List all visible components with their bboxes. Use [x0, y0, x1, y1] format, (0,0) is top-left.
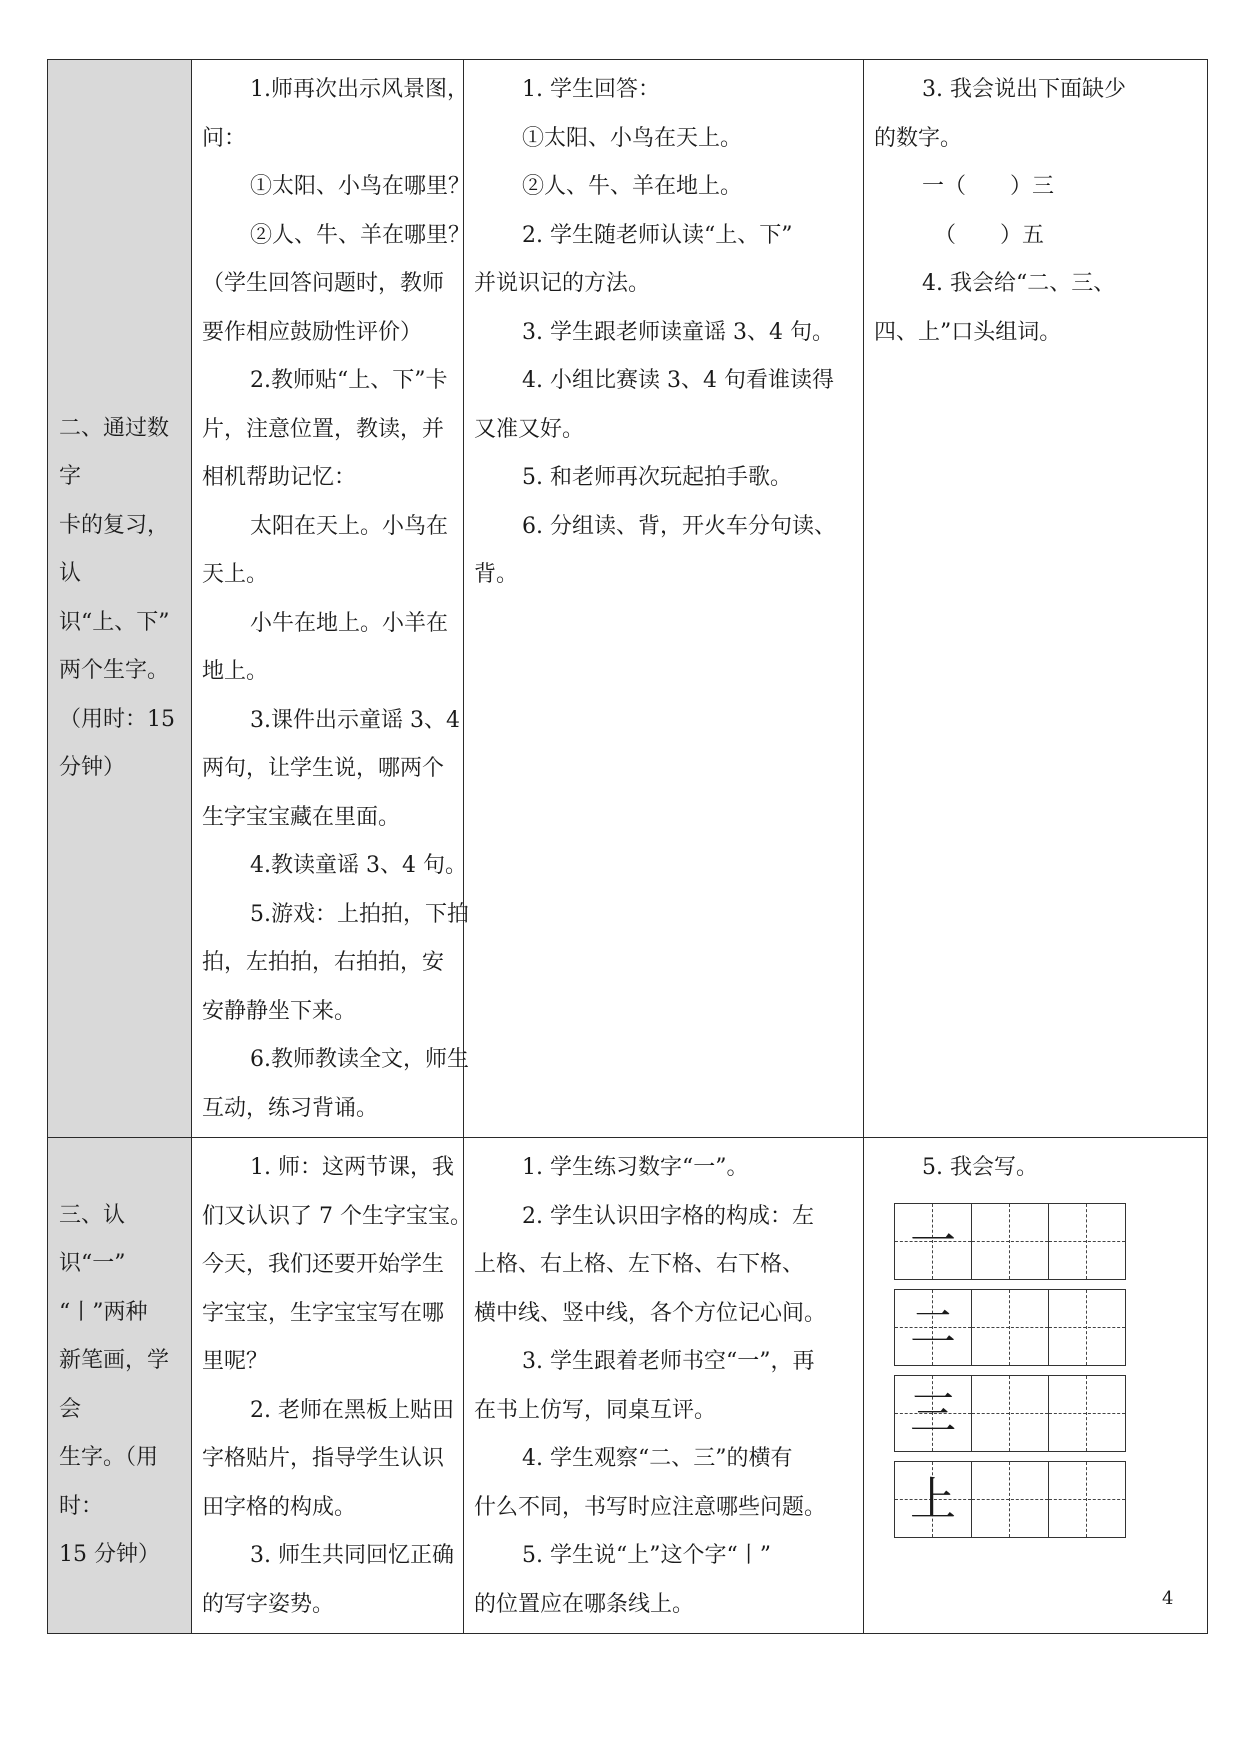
- stage-text-line: 三、认识“一”: [59, 1202, 126, 1276]
- student-step-line: 在书上仿写，同桌互评。: [474, 1397, 717, 1423]
- vertical-center-line: [1009, 1290, 1010, 1365]
- tianzige-cell-blank[interactable]: [1048, 1203, 1126, 1280]
- vertical-center-line: [1009, 1376, 1010, 1451]
- stage-text-line: 两个生字。: [59, 658, 170, 683]
- practice-cell: [864, 1138, 1208, 1634]
- stage-label: [48, 1192, 191, 1580]
- practice-title: 5. 我会写。: [922, 1155, 1038, 1180]
- practice-line: 的数字。: [874, 125, 963, 151]
- teacher-step-line: 拍，左拍拍，右拍拍，安: [202, 950, 445, 975]
- teacher-step-line: ②人、牛、羊在哪里？: [250, 222, 471, 248]
- teacher-step-line: 天上。: [202, 562, 269, 587]
- practice-line: 一（ ）三: [922, 174, 1055, 199]
- tianzige-row: [894, 1461, 1128, 1538]
- teacher-step-line: （学生回答问题时，教师: [202, 271, 445, 296]
- tianzige-cell-blank[interactable]: [1048, 1461, 1126, 1538]
- teacher-step-line: 安静静坐下来。: [202, 998, 357, 1024]
- stage-text-line: “丨”两种: [59, 1299, 148, 1325]
- sample-character: 上: [910, 1471, 956, 1526]
- stage-cell: [48, 60, 192, 1138]
- teacher-step-line: 4.教读童谣 3、4 句。: [250, 853, 467, 878]
- student-step-line: 背。: [474, 562, 519, 587]
- vertical-center-line: [1009, 1204, 1010, 1279]
- practice-line: 四、上”口头组词。: [874, 319, 1062, 345]
- teacher-step-line: 要作相应鼓励性评价）: [202, 319, 423, 345]
- horizontal-center-line: [972, 1327, 1048, 1328]
- student-step-line: ②人、牛、羊在地上。: [522, 174, 743, 199]
- horizontal-center-line: [972, 1413, 1048, 1414]
- teacher-step-line: 1. 师：这两节课，我: [250, 1155, 454, 1180]
- sample-character: 三: [910, 1385, 956, 1440]
- stage-cell: [48, 1138, 192, 1634]
- horizontal-center-line: [972, 1241, 1048, 1242]
- teacher-step-line: 片，注意位置，教读，并: [202, 416, 445, 442]
- tianzige-cell-sample: [894, 1375, 972, 1452]
- tianzige-row: [894, 1289, 1128, 1366]
- teacher-step-line: 2.教师贴“上、下”卡: [250, 368, 448, 393]
- student-step-line: 4. 小组比赛读 3、4 句看谁读得: [522, 368, 834, 393]
- sample-character: 一: [910, 1213, 956, 1268]
- teacher-step-line: ①太阳、小鸟在哪里？: [250, 174, 471, 199]
- sample-character: 二: [910, 1299, 956, 1354]
- vertical-center-line: [1086, 1290, 1087, 1365]
- teacher-step-line: 生字宝宝藏在里面。: [202, 804, 401, 830]
- stage-text-line: 识“上、下”: [59, 609, 170, 635]
- teacher-step-line: 字格贴片，指导学生认识: [202, 1446, 445, 1471]
- student-step-line: 什么不同，书写时应注意哪些问题。: [474, 1494, 827, 1520]
- practice-line: 4. 我会给“二、三、: [922, 271, 1116, 296]
- student-step-line: 并说识记的方法。: [474, 271, 651, 296]
- student-step-line: 5. 学生说“上”这个字“丨”: [522, 1543, 771, 1568]
- student-step-line: 2. 学生随老师认读“上、下”: [522, 222, 793, 248]
- teacher-step-line: 问：: [202, 125, 247, 151]
- teacher-step-line: 们又认识了 7 个生字宝宝。: [202, 1203, 472, 1229]
- teacher-step-line: 的写字姿势。: [202, 1591, 335, 1617]
- horizontal-center-line: [1049, 1241, 1125, 1242]
- stage-text-line: 生字。（用时：: [59, 1445, 159, 1519]
- tianzige-cell-blank[interactable]: [1048, 1375, 1126, 1452]
- teacher-step-line: 太阳在天上。小鸟在: [250, 513, 449, 539]
- stage-text-line: 二、通过数字: [59, 415, 170, 489]
- student-step-line: 1. 学生回答：: [522, 77, 660, 102]
- page-number: 4: [1162, 1588, 1174, 1609]
- teacher-activity-cell: [192, 1138, 472, 1634]
- table-row: [48, 60, 1208, 1138]
- stage-text-line: 卡的复习，认: [59, 512, 170, 586]
- teacher-step-line: 2. 老师在黑板上贴田: [250, 1397, 454, 1423]
- student-step-line: 2. 学生认识田字格的构成：左: [522, 1203, 814, 1229]
- teacher-step-line: 两句，让学生说，哪两个: [202, 756, 445, 781]
- horizontal-center-line: [1049, 1499, 1125, 1500]
- practice-cell: [864, 60, 1208, 1138]
- teacher-step-line: 田字格的构成。: [202, 1494, 357, 1520]
- vertical-center-line: [1086, 1462, 1087, 1537]
- tianzige-cell-blank[interactable]: [971, 1289, 1049, 1366]
- teacher-step-line: 字宝宝，生字宝宝写在哪: [202, 1300, 445, 1326]
- tianzige-cell-blank[interactable]: [1048, 1289, 1126, 1366]
- teacher-activity-cell: [192, 60, 471, 1138]
- teacher-step-line: 互动，练习背诵。: [202, 1095, 379, 1121]
- student-step-line: 3. 学生跟着老师书空“一”，再: [522, 1349, 815, 1374]
- student-step-line: 上格、右上格、左下格、右下格、: [474, 1252, 805, 1277]
- teacher-step-line: 相机帮助记忆：: [202, 465, 357, 490]
- teacher-step-line: 地上。: [202, 659, 269, 684]
- teacher-step-line: 5.游戏：上拍拍，下拍: [250, 901, 469, 927]
- stage-text-line: 新笔画，学会: [59, 1348, 170, 1422]
- tianzige-cell-blank[interactable]: [971, 1203, 1049, 1280]
- vertical-center-line: [1009, 1462, 1010, 1537]
- practice-line: （ ）五: [934, 222, 1045, 248]
- teacher-step-line: 里呢？: [202, 1349, 269, 1374]
- student-activity-cell: [464, 1138, 864, 1634]
- tianzige-cell-sample: [894, 1203, 972, 1280]
- teacher-step-line: 小牛在地上。小羊在: [250, 610, 449, 636]
- stage-text-line: （用时：15: [59, 706, 175, 732]
- stage-label: [48, 405, 191, 793]
- tianzige-cell-blank[interactable]: [971, 1461, 1049, 1538]
- student-step-line: 1. 学生练习数字“一”。: [522, 1155, 749, 1180]
- tianzige-row: [894, 1203, 1128, 1280]
- teacher-step-line: 3. 师生共同回忆正确: [250, 1543, 454, 1568]
- lesson-plan-table: [47, 59, 1207, 1634]
- teacher-step-line: 3.课件出示童谣 3、4: [250, 707, 460, 733]
- practice-line: 3. 我会说出下面缺少: [922, 77, 1126, 102]
- student-step-line: 3. 学生跟老师读童谣 3、4 句。: [522, 319, 834, 345]
- teacher-step-line: 今天，我们还要开始学生: [202, 1252, 445, 1277]
- student-step-line: 6. 分组读、背，开火车分句读、: [522, 513, 836, 539]
- student-step-line: 的位置应在哪条线上。: [474, 1591, 695, 1617]
- teacher-step-line: 6.教师教读全文，师生: [250, 1047, 469, 1072]
- tianzige-cell-sample: [894, 1461, 972, 1538]
- student-activity-cell: [464, 60, 864, 1138]
- teacher-step-line: 1.师再次出示风景图，: [250, 77, 469, 102]
- horizontal-center-line: [1049, 1413, 1125, 1414]
- vertical-center-line: [1086, 1376, 1087, 1451]
- tianzige-practice: [864, 1193, 1207, 1553]
- student-step-line: 4. 学生观察“二、三”的横有: [522, 1446, 793, 1471]
- tianzige-row: [894, 1375, 1128, 1452]
- horizontal-center-line: [972, 1499, 1048, 1500]
- table-row: [48, 1138, 1208, 1634]
- vertical-center-line: [1086, 1204, 1087, 1279]
- student-step-line: 5. 和老师再次玩起拍手歌。: [522, 465, 792, 490]
- student-step-line: ①太阳、小鸟在天上。: [522, 125, 743, 151]
- student-step-line: 又准又好。: [474, 416, 585, 442]
- tianzige-cell-sample: [894, 1289, 972, 1366]
- stage-text-line: 分钟）: [59, 755, 126, 780]
- tianzige-cell-blank[interactable]: [971, 1375, 1049, 1452]
- stage-text-line: 15 分钟）: [59, 1542, 160, 1567]
- student-step-line: 横中线、竖中线，各个方位记心间。: [474, 1300, 827, 1326]
- horizontal-center-line: [1049, 1327, 1125, 1328]
